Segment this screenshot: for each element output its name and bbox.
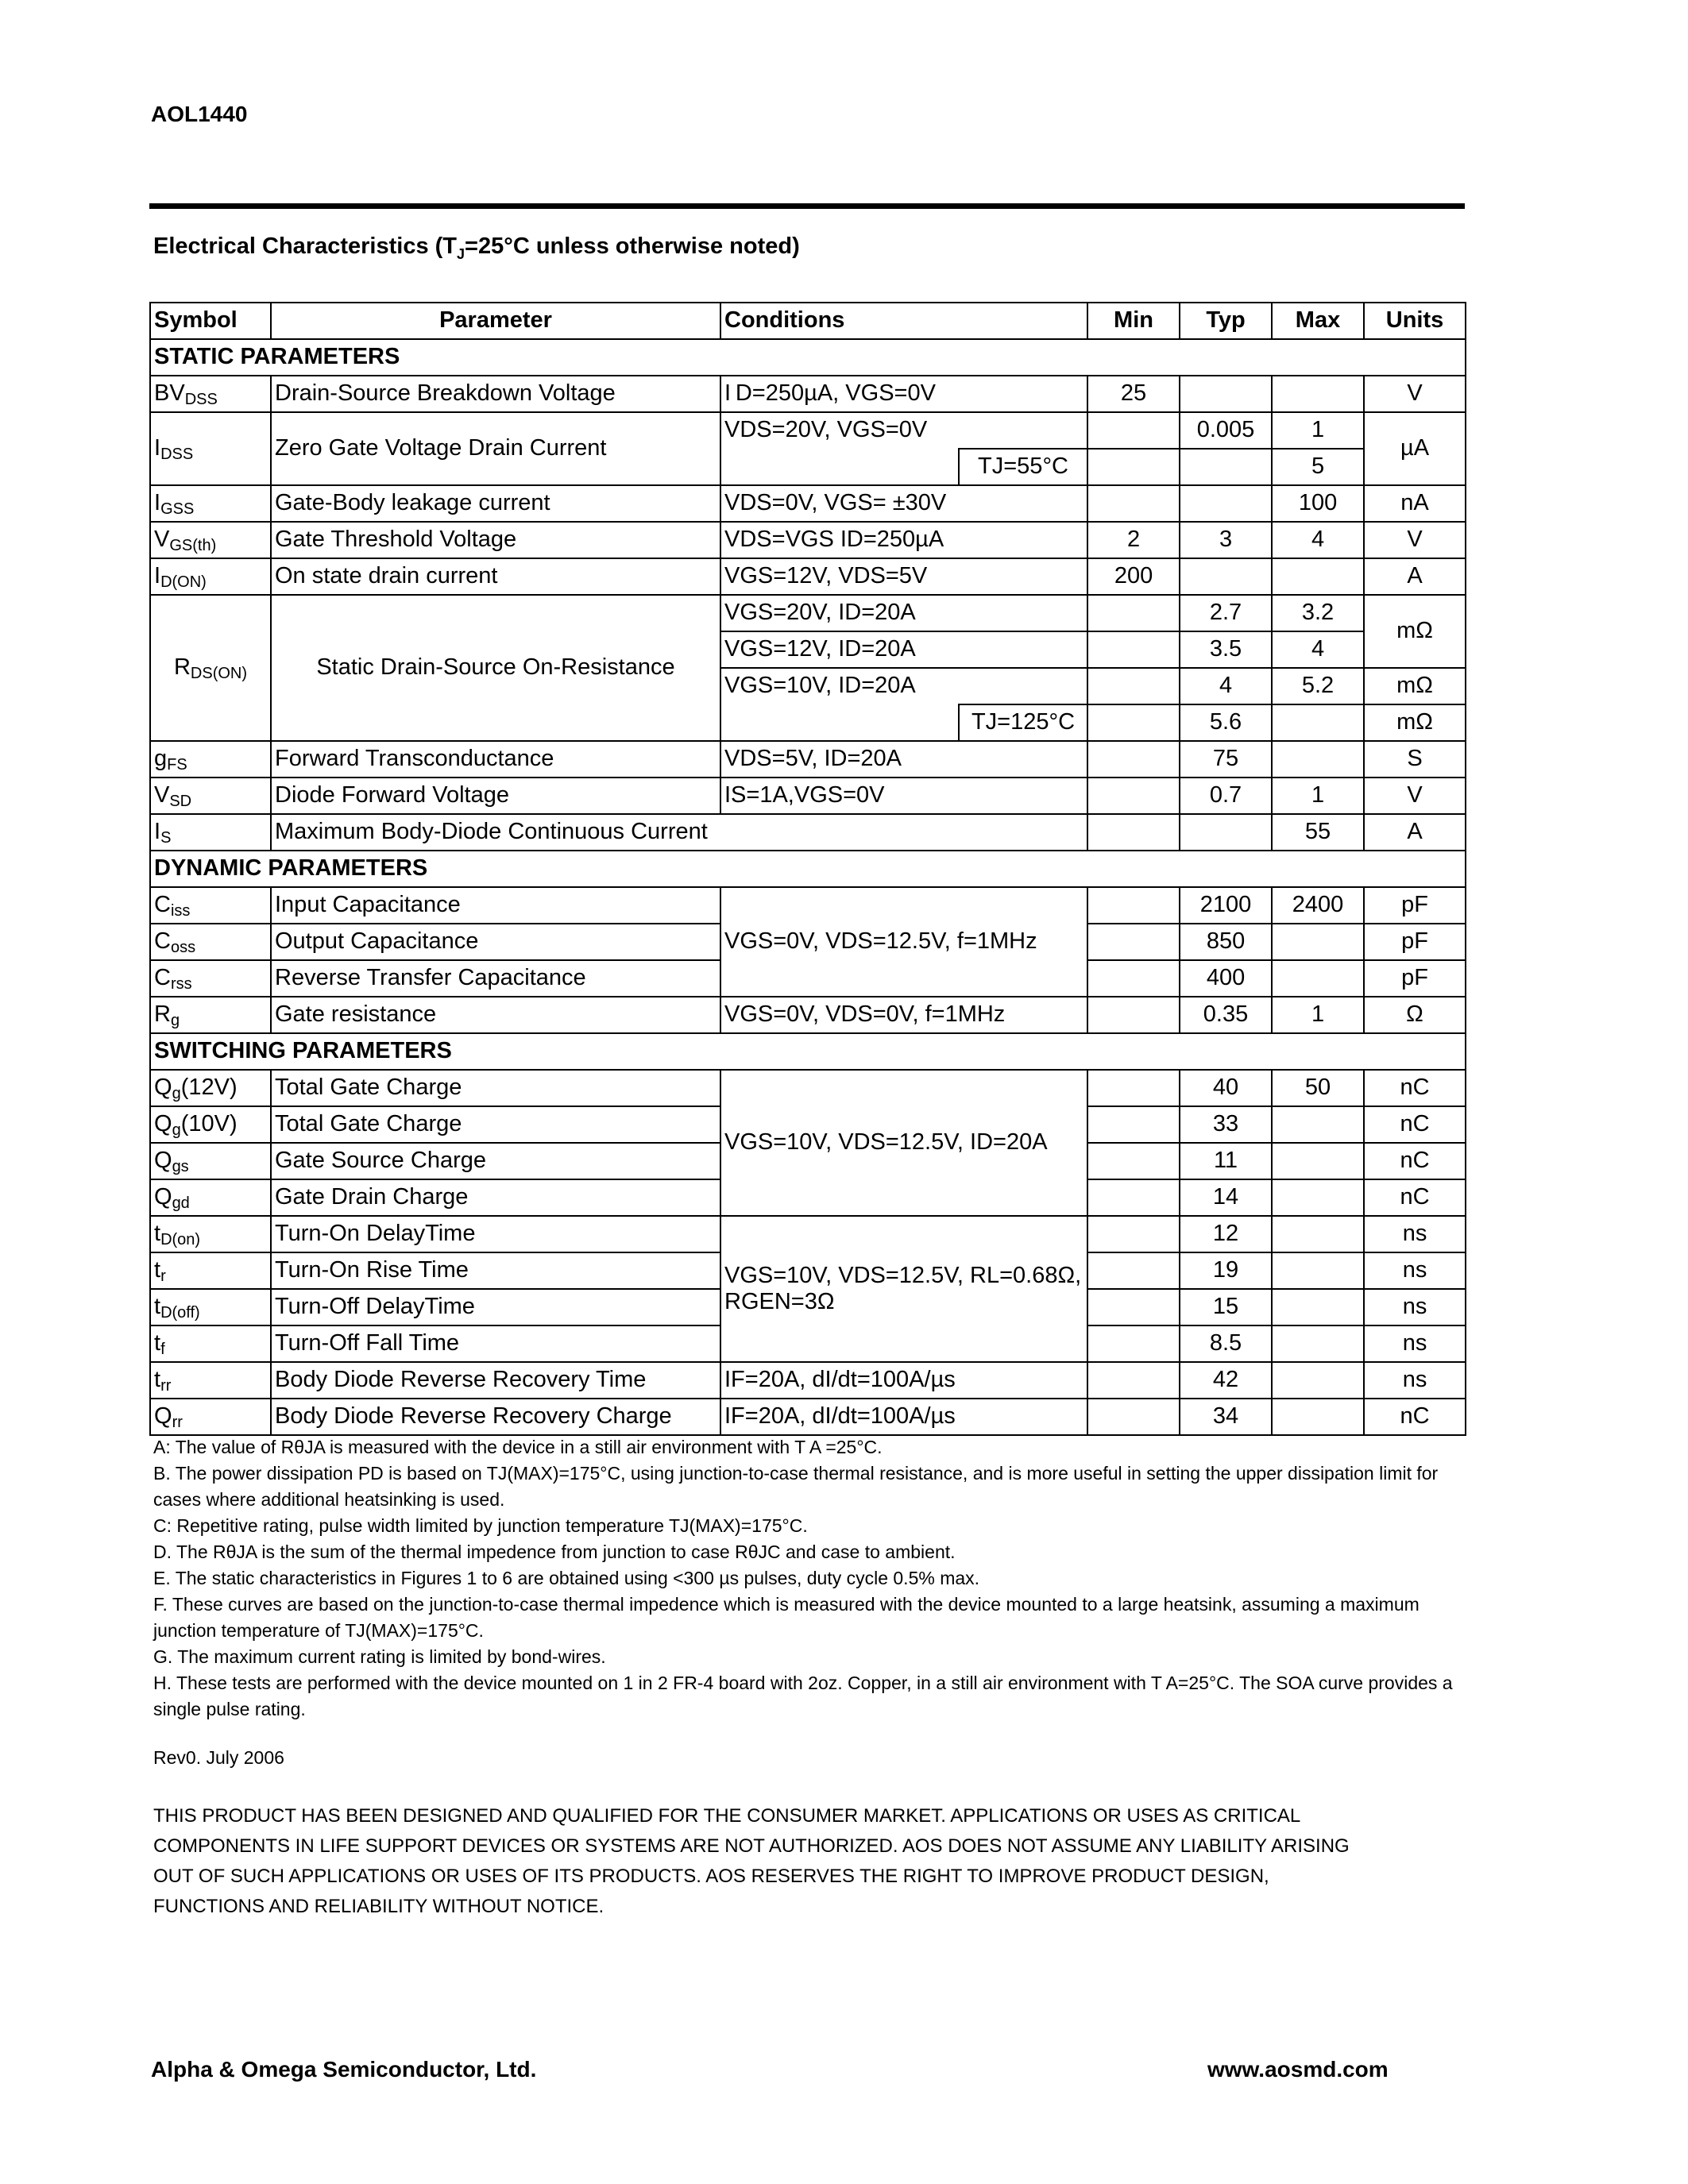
- table-row: [150, 412, 1466, 449]
- parameter-cell: Diode Forward Voltage: [271, 778, 720, 814]
- revision-label: Rev0. July 2006: [153, 1747, 284, 1768]
- typ-cell: 3.5: [1180, 631, 1272, 668]
- min-cell: [1087, 1289, 1180, 1325]
- company-name: Alpha & Omega Semiconductor, Ltd.: [151, 2057, 537, 2082]
- typ-cell: 2100: [1180, 887, 1272, 924]
- min-cell: [1087, 631, 1180, 668]
- typ-cell: 42: [1180, 1362, 1272, 1399]
- max-cell: [1272, 1216, 1364, 1252]
- max-cell: [1272, 1289, 1364, 1325]
- symbol-cell: $t_{D(off)}$: [150, 1289, 271, 1325]
- symbol-cell: $g_{FS}$: [150, 741, 271, 778]
- max-cell: 1: [1272, 412, 1364, 449]
- max-cell: 4: [1272, 631, 1364, 668]
- min-cell: [1087, 412, 1180, 449]
- symbol-cell: $Q_{gd}$: [150, 1179, 271, 1216]
- units-cell: V: [1364, 522, 1466, 558]
- units-cell: pF: [1364, 924, 1466, 960]
- conditions-cell: IF=20A, dI/dt=100A/µs: [720, 1399, 1087, 1435]
- note-d: D. The RθJA is the sum of the thermal impedence from junction to case RθJC and case to ambient.: [153, 1542, 956, 1562]
- symbol-cell: $I_{DSS}$: [150, 412, 271, 485]
- col-typ: Typ: [1180, 303, 1272, 339]
- typ-cell: 12: [1180, 1216, 1272, 1252]
- min-cell: [1087, 595, 1180, 631]
- disclaimer: [153, 1801, 1456, 1922]
- min-cell: 2: [1087, 522, 1180, 558]
- section-row: [150, 1033, 1466, 1070]
- col-units: Units: [1364, 303, 1466, 339]
- col-symbol: Symbol: [150, 303, 271, 339]
- symbol-cell: $Q_g(12V)$: [150, 1070, 271, 1106]
- min-cell: [1087, 1325, 1180, 1362]
- max-cell: 4: [1272, 522, 1364, 558]
- col-conditions: Conditions: [720, 303, 1087, 339]
- parameter-cell: Turn-On DelayTime: [271, 1216, 720, 1252]
- table-row: [150, 1362, 1466, 1399]
- min-cell: [1087, 960, 1180, 997]
- conditions-cell: VDS=5V, ID=20A: [720, 741, 1087, 778]
- parameter-cell: Gate-Body leakage current: [271, 485, 720, 522]
- min-cell: [1087, 887, 1180, 924]
- typ-cell: [1180, 376, 1272, 412]
- units-cell: A: [1364, 558, 1466, 595]
- conditions-cell: VDS=20V, VGS=0V: [720, 412, 1087, 449]
- max-cell: [1272, 1179, 1364, 1216]
- max-cell: [1272, 1106, 1364, 1143]
- parameter-cell: Static Drain-Source On-Resistance: [271, 595, 720, 741]
- symbol-cell: $t_f$: [150, 1325, 271, 1362]
- typ-cell: 2.7: [1180, 595, 1272, 631]
- col-parameter: Parameter: [271, 303, 720, 339]
- conditions-cell: VGS=10V, VDS=12.5V, RL=0.68Ω, RGEN=3Ω: [720, 1216, 1087, 1362]
- typ-cell: [1180, 449, 1272, 485]
- max-cell: [1272, 376, 1364, 412]
- parameter-cell: Input Capacitance: [271, 887, 720, 924]
- symbol-cell: $Q_g(10V)$: [150, 1106, 271, 1143]
- table-row: [150, 376, 1466, 412]
- typ-cell: 0.7: [1180, 778, 1272, 814]
- min-cell: [1087, 1399, 1180, 1435]
- part-number: AOL1440: [151, 102, 248, 126]
- typ-cell: 8.5: [1180, 1325, 1272, 1362]
- note-h: H. These tests are performed with the device mounted on 1 in 2 FR-4 board with 2oz. Copper, in a still air environment with T A=25°C. The SOA curve provides a single pulse rating.: [153, 1673, 1453, 1719]
- symbol-cell: $Q_{rr}$: [150, 1399, 271, 1435]
- units-cell: µA: [1364, 412, 1466, 485]
- disclaimer-line: THIS PRODUCT HAS BEEN DESIGNED AND QUALIFIED FOR THE CONSUMER MARKET. APPLICATIONS OR USES AS CRITICAL: [153, 1805, 1301, 1827]
- units-cell: nC: [1364, 1143, 1466, 1179]
- min-cell: [1087, 1362, 1180, 1399]
- min-cell: [1087, 668, 1180, 704]
- parameter-cell: Total Gate Charge: [271, 1070, 720, 1106]
- note-f: F. These curves are based on the junction-to-case thermal impedence which is measured with the device mounted to a large heatsink, assuming a maximum junction temperature of TJ(MAX)=175°C.: [153, 1594, 1420, 1641]
- section-row: [150, 851, 1466, 887]
- table-row: [150, 595, 1466, 631]
- symbol-cell: $R_{DS(ON)}$: [150, 595, 271, 741]
- note-e: E. The static characteristics in Figures 1 to 6 are obtained using <300 µs pulses, duty cycle 0.5% max.: [153, 1568, 980, 1588]
- typ-cell: 33: [1180, 1106, 1272, 1143]
- typ-cell: 0.005: [1180, 412, 1272, 449]
- units-cell: V: [1364, 778, 1466, 814]
- units-cell: pF: [1364, 960, 1466, 997]
- parameter-cell: Body Diode Reverse Recovery Time: [271, 1362, 720, 1399]
- min-cell: [1087, 1070, 1180, 1106]
- conditions-cell: VGS=10V, VDS=12.5V, ID=20A: [720, 1070, 1087, 1216]
- typ-cell: 3: [1180, 522, 1272, 558]
- units-cell: nC: [1364, 1399, 1466, 1435]
- max-cell: 2400: [1272, 887, 1364, 924]
- typ-cell: [1180, 814, 1272, 851]
- max-cell: 3.2: [1272, 595, 1364, 631]
- max-cell: [1272, 1252, 1364, 1289]
- table-row: [150, 485, 1466, 522]
- min-cell: [1087, 1252, 1180, 1289]
- table-row: [150, 1399, 1466, 1435]
- conditions-subcell: TJ=125°C: [959, 704, 1087, 741]
- parameter-cell: Drain-Source Breakdown Voltage: [271, 376, 720, 412]
- max-cell: [1272, 1362, 1364, 1399]
- symbol-cell: $t_{D(on)}$: [150, 1216, 271, 1252]
- symbol-cell: $t_r$: [150, 1252, 271, 1289]
- units-cell: nA: [1364, 485, 1466, 522]
- min-cell: 200: [1087, 558, 1180, 595]
- max-cell: [1272, 1399, 1364, 1435]
- conditions-subcell: TJ=55°C: [959, 449, 1087, 485]
- max-cell: [1272, 960, 1364, 997]
- typ-cell: 40: [1180, 1070, 1272, 1106]
- note-a: A: The value of RθJA is measured with the device in a still air environment with T A =25°C.: [153, 1437, 883, 1457]
- units-cell: V: [1364, 376, 1466, 412]
- section-row: [150, 339, 1466, 376]
- table-row: [150, 997, 1466, 1033]
- conditions-cell: VGS=12V, ID=20A: [720, 631, 1087, 668]
- parameter-cell: On state drain current: [271, 558, 720, 595]
- units-cell: mΩ: [1364, 704, 1466, 741]
- conditions-cell: VGS=12V, VDS=5V: [720, 558, 1087, 595]
- typ-cell: 34: [1180, 1399, 1272, 1435]
- parameter-cell: Turn-Off DelayTime: [271, 1289, 720, 1325]
- min-cell: [1087, 814, 1180, 851]
- parameter-cell: Gate Source Charge: [271, 1143, 720, 1179]
- conditions-cell: VGS=0V, VDS=0V, f=1MHz: [720, 997, 1087, 1033]
- symbol-cell: $R_g$: [150, 997, 271, 1033]
- symbol-cell: $t_{rr}$: [150, 1362, 271, 1399]
- conditions-cell: IF=20A, dI/dt=100A/µs: [720, 1362, 1087, 1399]
- typ-cell: 5.6: [1180, 704, 1272, 741]
- units-cell: ns: [1364, 1325, 1466, 1362]
- symbol-cell: $V_{SD}$: [150, 778, 271, 814]
- col-max: Max: [1272, 303, 1364, 339]
- disclaimer-line: FUNCTIONS AND RELIABILITY WITHOUT NOTICE.: [153, 1896, 605, 1917]
- units-cell: Ω: [1364, 997, 1466, 1033]
- min-cell: [1087, 997, 1180, 1033]
- conditions-cell: VDS=0V, VGS= ±30V: [720, 485, 1087, 522]
- min-cell: [1087, 485, 1180, 522]
- table-row: [150, 522, 1466, 558]
- max-cell: [1272, 1143, 1364, 1179]
- units-cell: pF: [1364, 887, 1466, 924]
- max-cell: 5: [1272, 449, 1364, 485]
- conditions-blank: [720, 704, 959, 741]
- units-cell: mΩ: [1364, 668, 1466, 704]
- col-min: Min: [1087, 303, 1180, 339]
- symbol-cell: $I_{D(ON)}$: [150, 558, 271, 595]
- typ-cell: 850: [1180, 924, 1272, 960]
- units-cell: ns: [1364, 1289, 1466, 1325]
- units-cell: nC: [1364, 1106, 1466, 1143]
- symbol-cell: $BV_{DSS}$: [150, 376, 271, 412]
- parameter-cell: Gate Threshold Voltage: [271, 522, 720, 558]
- max-cell: [1272, 558, 1364, 595]
- min-cell: [1087, 741, 1180, 778]
- max-cell: 1: [1272, 997, 1364, 1033]
- table-row: [150, 814, 1466, 851]
- min-cell: [1087, 704, 1180, 741]
- conditions-cell: VGS=20V, ID=20A: [720, 595, 1087, 631]
- typ-cell: 0.35: [1180, 997, 1272, 1033]
- section-switching: SWITCHING PARAMETERS: [150, 1033, 1466, 1070]
- conditions-cell: VGS=10V, ID=20A: [720, 668, 1087, 704]
- min-cell: [1087, 1216, 1180, 1252]
- min-cell: [1087, 1106, 1180, 1143]
- parameter-cell: Reverse Transfer Capacitance: [271, 960, 720, 997]
- website-link[interactable]: www.aosmd.com: [1207, 2057, 1389, 2082]
- units-cell: nC: [1364, 1179, 1466, 1216]
- min-cell: 25: [1087, 376, 1180, 412]
- section-title: Electrical Characteristics ($T_J=25^\circ C$ unless otherwise noted): [153, 233, 800, 262]
- typ-cell: 11: [1180, 1143, 1272, 1179]
- table-row: [150, 558, 1466, 595]
- conditions-cell: IS=1A,VGS=0V: [720, 778, 1087, 814]
- symbol-cell: $V_{GS(th)}$: [150, 522, 271, 558]
- section-dynamic: DYNAMIC PARAMETERS: [150, 851, 1466, 887]
- symbol-cell: $Q_{gs}$: [150, 1143, 271, 1179]
- parameter-cell: Output Capacitance: [271, 924, 720, 960]
- conditions-blank: [720, 449, 959, 485]
- min-cell: [1087, 778, 1180, 814]
- symbol-cell: $C_{oss}$: [150, 924, 271, 960]
- parameter-cell: Gate Drain Charge: [271, 1179, 720, 1216]
- max-cell: 50: [1272, 1070, 1364, 1106]
- typ-cell: 15: [1180, 1289, 1272, 1325]
- typ-cell: 14: [1180, 1179, 1272, 1216]
- units-cell: nC: [1364, 1070, 1466, 1106]
- max-cell: 1: [1272, 778, 1364, 814]
- conditions-cell: VGS=0V, VDS=12.5V, f=1MHz: [720, 887, 1087, 997]
- min-cell: [1087, 924, 1180, 960]
- typ-cell: 19: [1180, 1252, 1272, 1289]
- units-cell: ns: [1364, 1362, 1466, 1399]
- table-row: [150, 778, 1466, 814]
- max-cell: [1272, 924, 1364, 960]
- symbol-cell: $I_S$: [150, 814, 271, 851]
- table-row: [150, 1070, 1466, 1106]
- max-cell: 55: [1272, 814, 1364, 851]
- section-static: STATIC PARAMETERS: [150, 339, 1466, 376]
- typ-cell: [1180, 485, 1272, 522]
- note-b: B. The power dissipation PD is based on TJ(MAX)=175°C, using junction-to-case thermal resistance, and is more useful in setting the upper dissipation limit for cases where additional heatsinking is used.: [153, 1463, 1439, 1510]
- max-cell: 5.2: [1272, 668, 1364, 704]
- note-c: C: Repetitive rating, pulse width limited by junction temperature TJ(MAX)=175°C.: [153, 1515, 808, 1536]
- electrical-characteristics-table: [149, 302, 1466, 1436]
- symbol-cell: $I_{GSS}$: [150, 485, 271, 522]
- symbol-cell: $C_{iss}$: [150, 887, 271, 924]
- symbol-cell: $C_{rss}$: [150, 960, 271, 997]
- units-cell: ns: [1364, 1252, 1466, 1289]
- parameter-cell: Forward Transconductance: [271, 741, 720, 778]
- table-header-row: [150, 303, 1466, 339]
- min-cell: [1087, 1143, 1180, 1179]
- table-row: [150, 887, 1466, 924]
- min-cell: [1087, 1179, 1180, 1216]
- max-cell: 100: [1272, 485, 1364, 522]
- parameter-cell: Turn-Off Fall Time: [271, 1325, 720, 1362]
- disclaimer-line: COMPONENTS IN LIFE SUPPORT DEVICES OR SYSTEMS ARE NOT AUTHORIZED. AOS DOES NOT ASSUME ANY LIABILITY ARISING: [153, 1835, 1350, 1857]
- conditions-cell: I D=250µA, VGS=0V: [720, 376, 1087, 412]
- note-g: G. The maximum current rating is limited by bond-wires.: [153, 1646, 606, 1667]
- typ-cell: [1180, 558, 1272, 595]
- parameter-cell: Maximum Body-Diode Continuous Current: [271, 814, 1087, 851]
- units-cell: mΩ: [1364, 595, 1466, 668]
- table-row: [150, 741, 1466, 778]
- parameter-cell: Turn-On Rise Time: [271, 1252, 720, 1289]
- max-cell: [1272, 741, 1364, 778]
- max-cell: [1272, 1325, 1364, 1362]
- footnotes: [153, 1434, 1456, 1723]
- units-cell: S: [1364, 741, 1466, 778]
- table-row: [150, 1216, 1466, 1252]
- parameter-cell: Gate resistance: [271, 997, 720, 1033]
- parameter-cell: Total Gate Charge: [271, 1106, 720, 1143]
- parameter-cell: Body Diode Reverse Recovery Charge: [271, 1399, 720, 1435]
- min-cell: [1087, 449, 1180, 485]
- max-cell: [1272, 704, 1364, 741]
- typ-cell: 75: [1180, 741, 1272, 778]
- header-rule: [149, 203, 1465, 209]
- units-cell: ns: [1364, 1216, 1466, 1252]
- conditions-cell: VDS=VGS ID=250µA: [720, 522, 1087, 558]
- parameter-cell: Zero Gate Voltage Drain Current: [271, 412, 720, 485]
- units-cell: A: [1364, 814, 1466, 851]
- typ-cell: 400: [1180, 960, 1272, 997]
- typ-cell: 4: [1180, 668, 1272, 704]
- disclaimer-line: OUT OF SUCH APPLICATIONS OR USES OF ITS PRODUCTS. AOS RESERVES THE RIGHT TO IMPROVE PRODUCT DESIGN,: [153, 1866, 1269, 1887]
